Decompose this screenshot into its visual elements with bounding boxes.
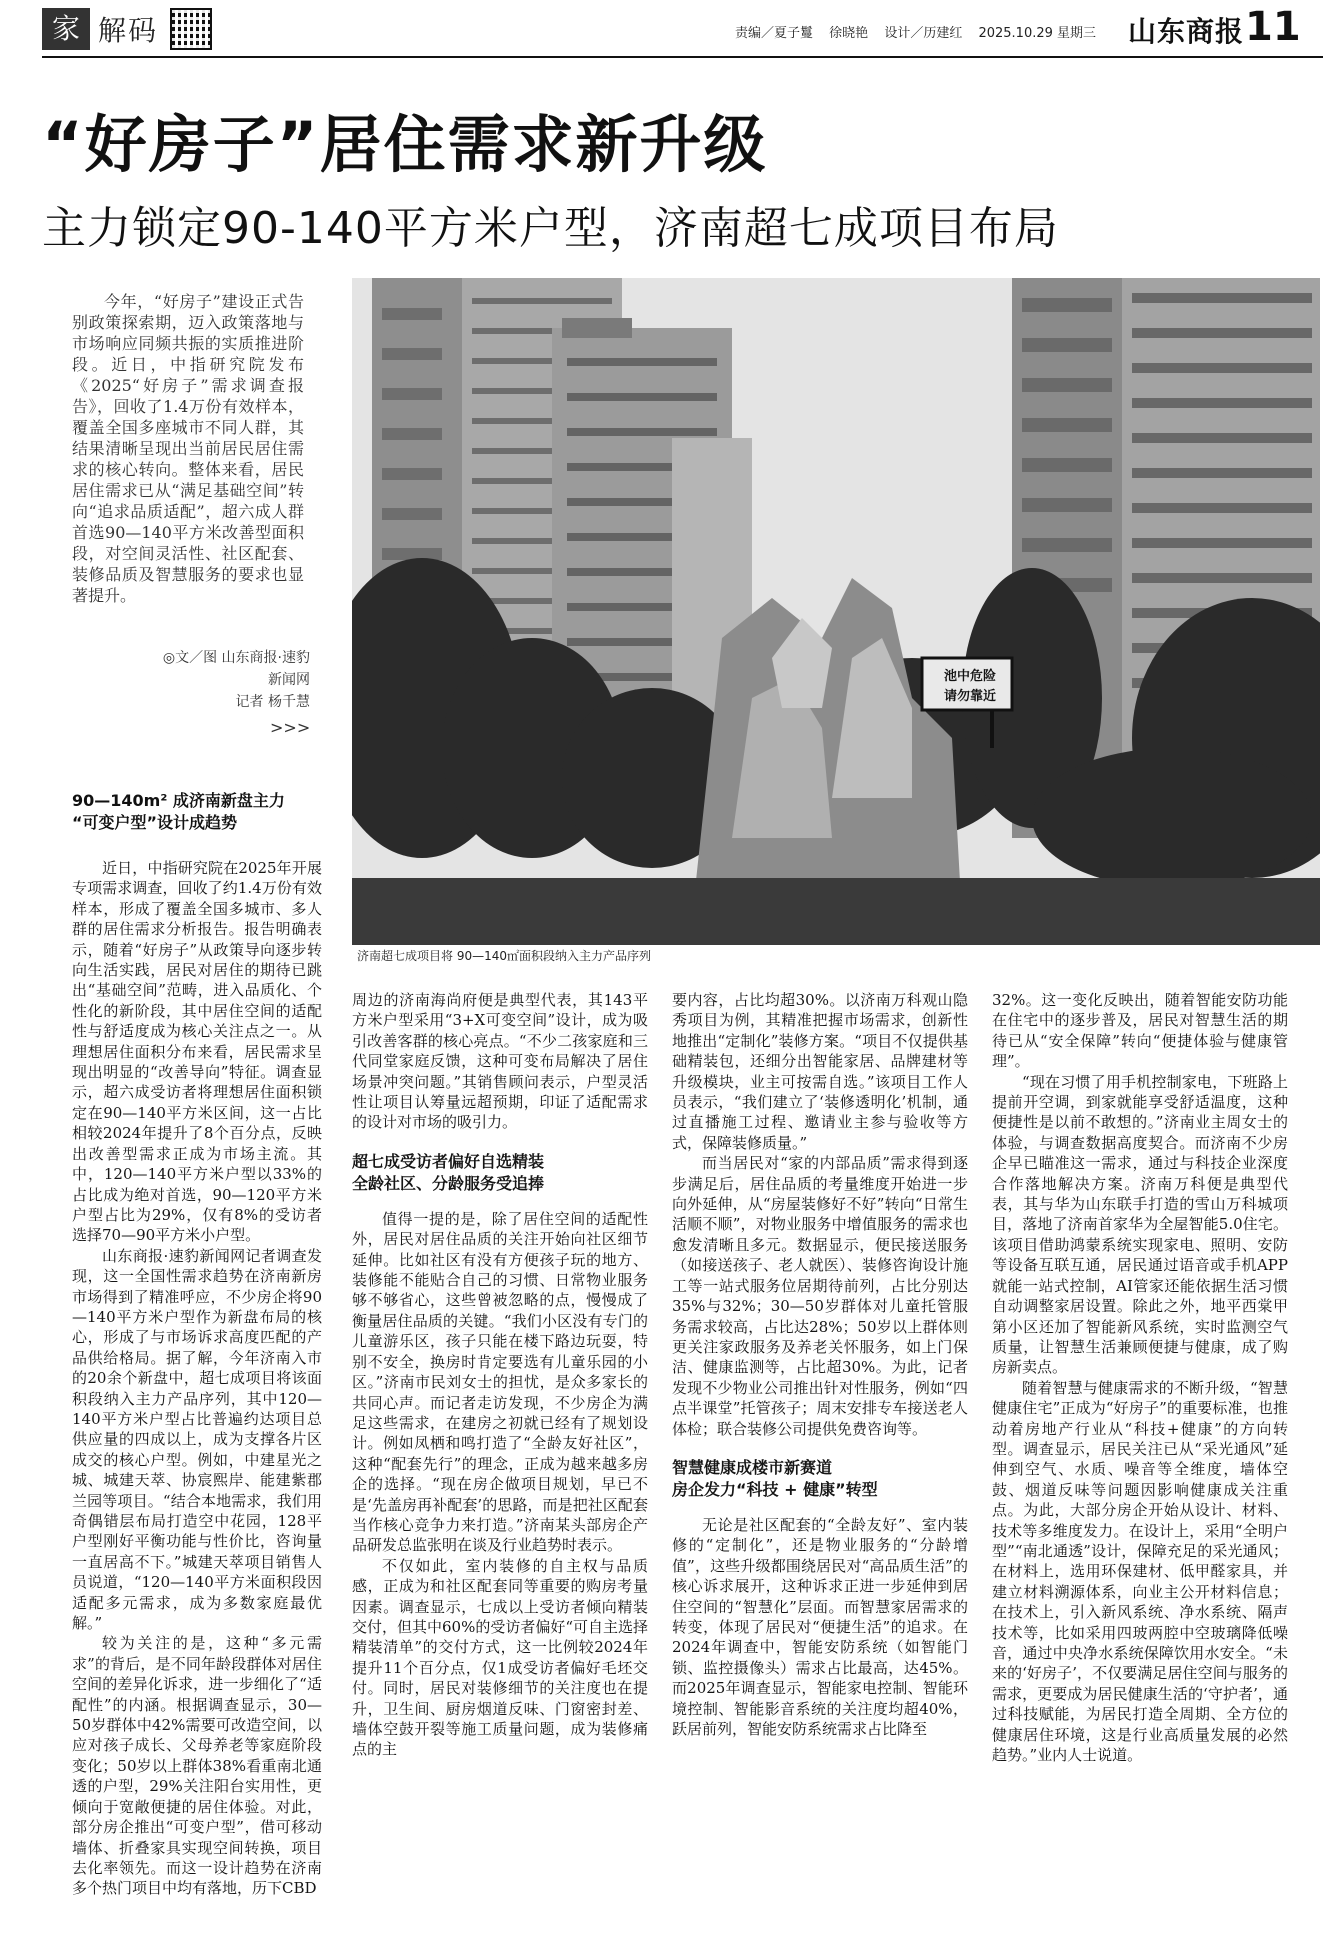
section-box: 家 bbox=[42, 8, 90, 50]
paragraph: 山东商报·速豹新闻网记者调查发现，这一全国性需求趋势在济南新房市场得到了精准呼应，不少房企将90—140平方米户型作为新盘布局的核心，形成了与市场诉求高度匹配的产品供给格局。据了解，今年济南入市的20余个新盘中，超七成项目将该面积段纳入主力产品序列，其中120—140平方米户型占比普遍约达项目总供应量的四成以上，成为支撑各片区成交的核心户型。例如，中建星光之城、城建天萃、协宸熙岸、能建紫郡兰园等项目。“结合本地需求，我们用奇偶错层布局打造空中花园，128平户型刚好平衡功能与性价比，咨询量一直居高不下。”城建天萃项目销售人员说道，“120—140平方米面积段因适配多元需求，成为多数家庭最优解。” bbox=[72, 1246, 322, 1633]
section-heading-2-line1: 超七成受访者偏好自选精装 bbox=[352, 1151, 545, 1171]
header-rule bbox=[42, 56, 1323, 58]
section-heading-1 bbox=[72, 790, 322, 834]
photo-caption: 济南超七成项目将 90—140㎡面积段纳入主力产品序列 bbox=[357, 949, 651, 963]
byline bbox=[150, 647, 310, 713]
byline-source: ◎文／图 山东商报·速豹新闻网 bbox=[162, 650, 310, 688]
issue-date: 2025.10.29 星期三 bbox=[978, 26, 1097, 41]
design-credit: 设计／历建红 bbox=[884, 26, 963, 41]
column-2 bbox=[352, 990, 648, 1760]
sign-text-2: 请勿靠近 bbox=[943, 689, 997, 704]
page-header bbox=[0, 0, 1323, 60]
paragraph: 值得一提的是，除了居住空间的适配性外，居民对居住品质的关注开始向社区细节延伸。比如社区有没有方便孩子玩的地方、装修能不能贴合自己的习惯、日常物业服务够不够省心，这些曾被忽略的点，慢慢成了衡量居住品质的关键。“我们小区没有专门的儿童游乐区，孩子只能在楼下路边玩耍，特别不安全，换房时肯定要选有儿童乐园的小区。”济南市民刘女士的担忧，是众多家长的共同心声。而记者走访发现，不少房企为满足这些需求，在建房之初就已经有了规划设计。例如凤栖和鸣打造了“全龄友好社区”，这种“配套先行”的理念，正成为越来越多房企的选择。“现在房企做项目规划，早已不是‘先盖房再补配套’的思路，而是把社区配套当作核心竞争力来打造。”济南某头部房企产品研发总监张明在谈及行业趋势时表示。 bbox=[352, 1209, 648, 1555]
paragraph: 要内容，占比均超30%。以济南万科观山隐秀项目为例，其精准把握市场需求，创新性地推出“定制化”装修方案。“项目不仅提供基础精装包，还细分出智能家居、品牌建材等升级模块，业主可按需自选。”该项目工作人员表示，“我们建立了‘装修透明化’机制，通过直播施工过程、邀请业主参与验收等方式，保障装修质量。” bbox=[672, 991, 968, 1152]
qr-code-icon[interactable] bbox=[170, 8, 212, 50]
credits bbox=[735, 22, 1108, 41]
section-heading-2 bbox=[352, 1151, 648, 1195]
byline-reporter: 记者 杨千慧 bbox=[235, 694, 310, 710]
continue-arrows: >>> bbox=[270, 718, 311, 737]
page-number: 11 bbox=[1245, 4, 1301, 50]
lead-paragraph: 今年，“好房子”建设正式告别政策探索期，迈入政策落地与市场响应同频共振的实质推进阶段。近日，中指研究院发布《2025“好房子”需求调查报告》，回收了1.4万份有效样本，覆盖全国多座城市不同人群，其结果清晰呈现出当前居民居住需求的核心转向。整体来看，居民居住需求已从“满足基础空间”转向“追求品质适配”，超六成人群首选90—140平方米改善型面积段，对空间灵活性、社区配套、装修品质及智慧服务的要求也显著提升。 bbox=[72, 292, 304, 605]
column-3 bbox=[672, 990, 968, 1739]
paragraph: 无论是社区配套的“全龄友好”、室内装修的“定制化”，还是物业服务的“分龄增值”，这些升级都围绕居民对“高品质生活”的核心诉求展开，这种诉求正进一步延伸到居住空间的“智慧化”层面。而智慧家居需求的转变，体现了居民对“便捷生活”的追求。在2024年调查中，智能安防系统（如智能门锁、监控摄像头）需求占比最高，达45%。而2025年调查显示，智能家电控制、智能环境控制、智能影音系统的关注度均超40%，跃居前列，智能安防系统需求占比降至 bbox=[672, 1515, 968, 1738]
section-heading-3-line1: 智慧健康成楼市新赛道 bbox=[672, 1457, 833, 1477]
sign-text-1: 池中危险 bbox=[943, 669, 997, 684]
paragraph: 随着智慧与健康需求的不断升级，“智慧健康住宅”正成为“好房子”的重要标准，也推动着房地产行业从“科技+健康”的方向转型。调查显示，居民关注已从“采光通风”延伸到空气、水质、噪音等全维度，墙体空鼓、烟道反味等问题因影响健康成关注重点。为此，大部分房企开始从设计、材料、技术等多维度发力。在设计上，采用“全明户型”“南北通透”设计，保障充足的采光通风；在材料上，选用环保建材、低甲醛家具，并建立材料溯源体系，向业主公开材料信息；在技术上，引入新风系统、净水系统、隔声技术等，比如采用四玻两腔中空玻璃降低噪音，通过中央净水系统保障饮用水安全。“未来的‘好房子’，不仅要满足居住空间与服务的需求，更要成为居民健康生活的‘守护者’，通过科技赋能，为居民打造全周期、全方位的健康居住环境，这是行业高质量发展的必然趋势。”业内人士说道。 bbox=[992, 1378, 1288, 1765]
subheadline: 主力锁定90-140平方米户型，济南超七成项目布局 bbox=[42, 203, 1059, 254]
paragraph: 近日，中指研究院在2025年开展专项需求调查，回收了约1.4万份有效样本，形成了覆盖全国多城市、多人群的居住需求分析报告。报告明确表示，随着“好房子”从政策导向逐步转向生活实践，居民对居住的期待已跳出“基础空间”范畴，进入品质化、个性化的新阶段，其中居住空间的适配性与舒适度成为核心关注点之一。从理想居住面积分布来看，居民需求呈现出明显的“改善导向”特征。调查显示，超六成受访者将理想居住面积锁定在90—140平方米区间，这一占比相较2024年提升了8个百分点，反映出改善型需求正成为市场主流。其中，120—140平方米户型以33%的占比成为绝对首选，90—120平方米户型占比为29%，仅有8%的受访者选择70—90平方米小户型。 bbox=[72, 859, 322, 1245]
column-1 bbox=[72, 858, 322, 1899]
residential-complex-photo bbox=[352, 278, 1320, 945]
section-heading-3 bbox=[672, 1457, 968, 1501]
section-heading-1-line1: 90—140m² 成济南新盘主力 bbox=[72, 791, 285, 810]
paper-name: 山东商报 bbox=[1128, 15, 1245, 48]
section-heading-3-line2: 房企发力“科技 + 健康”转型 bbox=[672, 1479, 878, 1499]
paragraph: 32%。这一变化反映出，随着智能安防功能在住宅中的逐步普及，居民对智慧生活的期待已从“安全保障”转向“便捷体验与健康管理”。 bbox=[992, 991, 1288, 1071]
paragraph: 较为关注的是，这种“多元需求”的背后，是不同年龄段群体对居住空间的差异化诉求，进一步细化了“适配性”的内涵。根据调查显示，30—50岁群体中42%需要可改造空间，以应对孩子成长、父母养老等家庭阶段变化；50岁以上群体38%看重南北通透的户型，29%关注阳台实用性，更倾向于宽敞便捷的居住体验。对此，部分房企推出“可变户型”，借可移动墙体、折叠家具实现空间转换，项目去化率领先。而这一设计趋势在济南多个热门项目中均有落地，历下CBD bbox=[72, 1634, 322, 1898]
section-label: 解码 bbox=[98, 14, 159, 47]
headline: “好房子”居住需求新升级 bbox=[42, 108, 768, 181]
editor-credit: 责编／夏子鬘 bbox=[735, 26, 814, 41]
paragraph: 不仅如此，室内装修的自主权与品质感，正成为和社区配套同等重要的购房考量因素。调查显示，七成以上受访者倾向精装交付，但其中60%的受访者偏好“可自主选择精装清单”的交付方式，这一比例较2024年提升11个百分点，仅1成受访者偏好毛坯交付。同时，居民对装修细节的关注度也在提升，卫生间、厨房烟道反味、门窗密封差、墙体空鼓开裂等施工质量问题，成为装修痛点的主 bbox=[352, 1556, 649, 1759]
section-tag bbox=[42, 8, 212, 50]
article-photo bbox=[352, 278, 1320, 945]
pond bbox=[352, 878, 1320, 945]
proof-credit: 徐晓艳 bbox=[829, 26, 869, 41]
section-heading-2-line2: 全龄社区、分龄服务受追捧 bbox=[352, 1173, 545, 1193]
paragraph: “现在习惯了用手机控制家电，下班路上提前开空调，到家就能享受舒适温度，这种便捷性是以前不敢想的。”济南业主周女士的体验，与调查数据高度契合。而济南不少房企早已瞄准这一需求，通过与科技企业深度合作落地解决方案。济南万科便是典型代表，其与华为山东联手打造的雪山万科城项目，落地了济南首家华为全屋智能5.0住宅。该项目借助鸿蒙系统实现家电、照明、安防等设备互联互通，居民通过语音或手机APP就能一站式控制，AI管家还能依据生活习惯自动调整家居设置。除此之外，地平西棠甲第小区还加了智能新风系统，实时监测空气质量，让智慧生活兼顾便捷与健康，成了购房新卖点。 bbox=[992, 1072, 1288, 1377]
section-heading-1-line2: “可变户型”设计成趋势 bbox=[72, 813, 238, 832]
column-4 bbox=[992, 990, 1288, 1765]
paragraph: 周边的济南海尚府便是典型代表，其143平方米户型采用“3+X可变空间”设计，成为吸引改善客群的核心亮点。“不少二孩家庭和三代同堂家庭反馈，这种可变布局解决了居住场景冲突问题。”其销售顾问表示，户型灵活性让项目认筹量远超预期，印证了适配需求的设计对市场的吸引力。 bbox=[352, 991, 648, 1132]
paragraph: 而当居民对“家的内部品质”需求得到逐步满足后，居住品质的考量维度开始进一步向外延伸，从“房屋装修好不好”转向“日常生活顺不顺”，对物业服务中增值服务的需求也愈发清晰且多元。数据显示，便民接送服务（如接送孩子、老人就医）、装修咨询设计施工等一站式服务位居期待前列，占比分别达35%与32%；30—50岁群体对儿童托管服务需求较高，占比达28%；50岁以上群体则更关注家政服务及养老关怀服务，如上门保洁、健康监测等，占比超30%。为此，记者发现不少物业公司推出针对性服务，例如“四点半课堂”托管孩子；周末安排专车接送老人体检；联合装修公司提供免费咨询等。 bbox=[672, 1154, 968, 1438]
